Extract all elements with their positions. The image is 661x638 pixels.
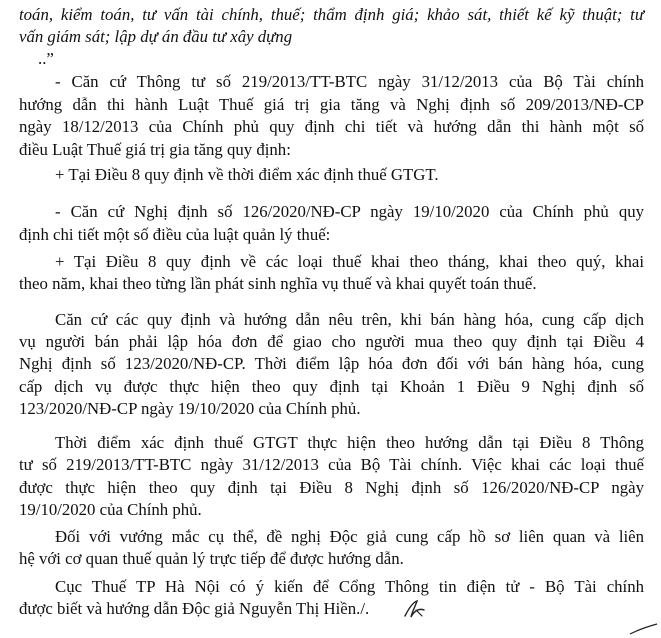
signature-mark-icon	[402, 598, 428, 620]
page-corner-mark	[628, 622, 658, 636]
paragraph-1-line-1: - Căn cứ Thông tư số 219/2013/TT-BTC ngày 31/12/2013 của Bộ Tài chính	[55, 72, 644, 91]
paragraph-8-line-2: được biết và hướng dẫn Độc giả Nguyễn Thị Hiền./.	[19, 599, 370, 618]
paragraph-1-line-3: ngày 18/12/2013 của Chính phủ quy định chi tiết và hướng dẫn thi hành một số	[19, 117, 644, 136]
paragraph-6-line-3: được thực hiện theo quy định tại Điều 8 Nghị định số 126/2020/NĐ-CP ngày	[19, 478, 644, 497]
paragraph-3-line-1: - Căn cứ Nghị định số 126/2020/NĐ-CP ngày 19/10/2020 của Chính phủ quy	[55, 202, 644, 221]
paragraph-5-line-2: vụ người bán phải lập hóa đơn để giao cho người mua theo quy định tại Điều 4	[19, 332, 644, 351]
paragraph-7-line-2: hệ với cơ quan thuế quản lý trực tiếp để được hướng dẫn.	[19, 549, 404, 568]
paragraph-4-line-2: theo năm, khai theo từng lần phát sinh nghĩa vụ thuế và khai quyết toán thuế.	[19, 274, 537, 293]
paragraph-7-line-1: Đối với vướng mắc cụ thể, đề nghị Độc giả cung cấp hồ sơ liên quan và liên	[55, 527, 644, 546]
paragraph-6-line-4: 19/10/2020 của Chính phủ.	[19, 500, 202, 519]
paragraph-8-line-1: Cục Thuế TP Hà Nội có ý kiến để Cổng Thông tin điện tử - Bộ Tài chính	[55, 577, 644, 596]
paragraph-5-line-4: cấp dịch vụ được thực hiện theo quy định tại Khoản 1 Điều 9 Nghị định số	[19, 377, 644, 396]
paragraph-4-line-1: + Tại Điều 8 quy định về các loại thuế khai theo tháng, khai theo quý, khai	[55, 252, 644, 271]
paragraph-6-line-1: Thời điểm xác định thuế GTGT thực hiện theo hướng dẫn tại Điều 8 Thông	[55, 433, 644, 452]
paragraph-5-line-5: 123/2020/NĐ-CP ngày 19/10/2020 của Chính phủ.	[19, 399, 361, 418]
quote-close: ..”	[38, 49, 54, 68]
paragraph-5-line-1: Căn cứ các quy định và hướng dẫn nêu trên, khi bán hàng hóa, cung cấp dịch	[55, 310, 644, 329]
paragraph-5-line-3: Nghị định số 123/2020/NĐ-CP. Thời điểm lập hóa đơn đối với bán hàng hóa, cung	[19, 354, 644, 373]
quote-line-1: toán, kiểm toán, tư vấn tài chính, thuế; thẩm định giá; khảo sát, thiết kế kỹ thuật; tư	[19, 5, 644, 24]
quote-line-2: vấn giám sát; lập dự án đầu tư xây dựng	[19, 27, 293, 46]
paragraph-2-line-1: + Tại Điều 8 quy định về thời điểm xác định thuế GTGT.	[55, 165, 439, 184]
paragraph-1-line-2: hướng dẫn thi hành Luật Thuế giá trị gia tăng và Nghị định số 209/2013/NĐ-CP	[19, 95, 644, 114]
paragraph-1-line-4: điều Luật Thuế giá trị gia tăng quy định:	[19, 140, 291, 159]
paragraph-6-line-2: tư số 219/2013/TT-BTC ngày 31/12/2013 của Bộ Tài chính. Việc khai các loại thuế	[19, 455, 644, 474]
paragraph-3-line-2: định chi tiết một số điều của luật quản lý thuế:	[19, 225, 331, 244]
